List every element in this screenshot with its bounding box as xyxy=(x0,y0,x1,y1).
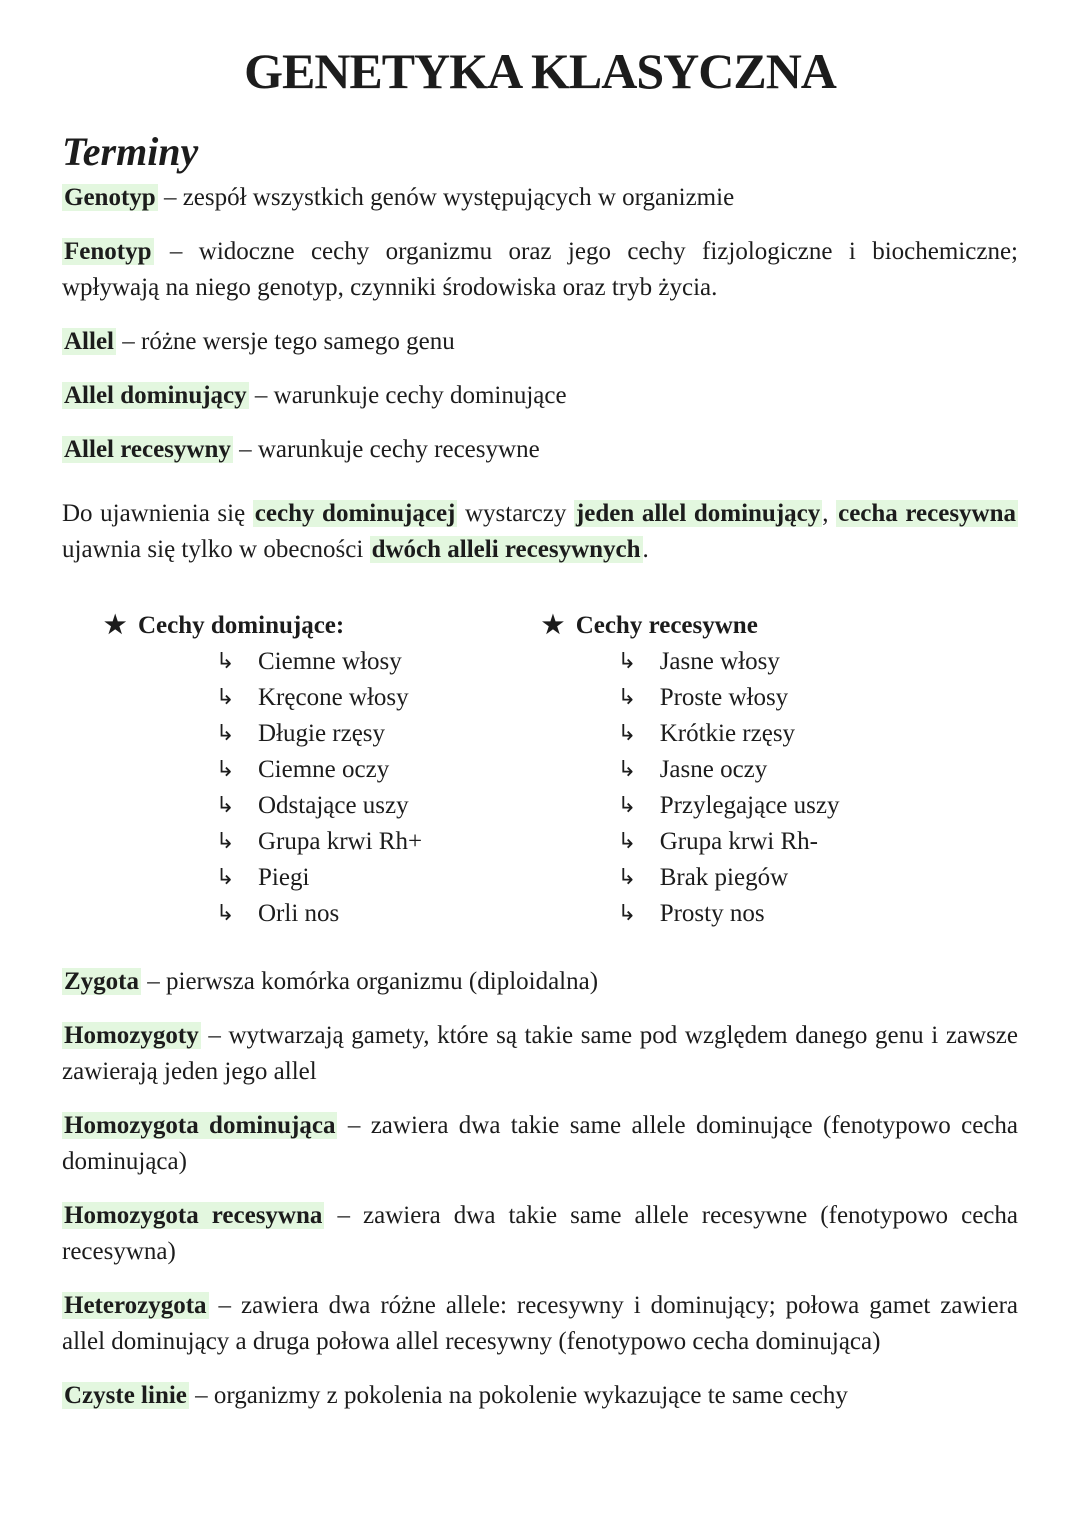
arrow-icon: ↳ xyxy=(216,865,235,890)
list-item xyxy=(216,788,542,824)
term-definition: – wytwarzają gamety, które są takie same pod względem danego genu i zawsze zawierają jeden jego allel xyxy=(62,1022,1018,1085)
star-icon: ★ xyxy=(104,612,127,639)
arrow-icon: ↳ xyxy=(216,721,235,746)
rule-text: Do ujawnienia się xyxy=(62,500,253,527)
rule-text: ujawnia się tylko w obecności xyxy=(62,536,370,563)
list-item xyxy=(618,716,1018,752)
trait-label: Grupa krwi Rh+ xyxy=(258,828,423,855)
rule-text: , xyxy=(822,500,837,527)
rule-highlight: dwóch alleli recesywnych xyxy=(371,536,641,563)
star-icon: ★ xyxy=(541,612,565,639)
list-item xyxy=(216,716,542,752)
term-homozygota-dominujaca xyxy=(62,1108,1018,1180)
trait-label: Proste włosy xyxy=(659,684,789,711)
list-item xyxy=(618,644,1018,680)
term-label: Allel recesywny xyxy=(64,436,231,463)
term-definition: – zawiera dwa różne allele: recesywny i dominujący; połowa gamet zawiera allel dominujący a druga połowa allel recesywny (fenotypowo cecha dominująca) xyxy=(62,1292,1018,1355)
dominance-rule xyxy=(62,496,1018,568)
arrow-icon: ↳ xyxy=(617,793,637,818)
list-item xyxy=(618,896,1018,932)
term-fenotyp xyxy=(62,234,1018,306)
trait-label: Ciemne oczy xyxy=(258,756,390,783)
trait-label: Brak piegów xyxy=(659,864,789,891)
term-heterozygota xyxy=(62,1288,1018,1360)
recessive-heading xyxy=(542,608,1018,644)
rule-highlight: cechy dominującej xyxy=(254,500,456,527)
term-homozygoty xyxy=(62,1018,1018,1090)
term-definition: – zespół wszystkich genów występujących w organizmie xyxy=(157,184,735,211)
term-allel xyxy=(62,324,1018,360)
traits-columns xyxy=(62,608,1018,932)
term-allel-recesywny xyxy=(62,432,1018,468)
trait-label: Kręcone włosy xyxy=(258,684,409,711)
trait-label: Przylegające uszy xyxy=(659,792,840,819)
rule-text: wystarczy xyxy=(457,500,574,527)
arrow-icon: ↳ xyxy=(617,721,637,746)
list-item xyxy=(216,680,542,716)
recessive-traits xyxy=(542,608,1018,932)
arrow-icon: ↳ xyxy=(216,649,235,674)
term-label: Czyste linie xyxy=(64,1382,187,1409)
term-definition: – pierwsza komórka organizmu (diploidalna) xyxy=(141,968,599,995)
term-definition: – widoczne cechy organizmu oraz jego cechy fizjologiczne i biochemiczne; wpływają na niego genotyp, czynniki środowiska oraz tryb życia. xyxy=(62,238,1018,301)
rule-highlight: cecha recesywna xyxy=(838,500,1017,527)
list-item xyxy=(618,680,1018,716)
term-label: Homozygota dominująca xyxy=(64,1112,336,1139)
trait-label: Jasne włosy xyxy=(659,648,780,675)
term-genotyp xyxy=(62,180,1018,216)
list-item xyxy=(216,860,542,896)
arrow-icon: ↳ xyxy=(216,829,235,854)
list-item xyxy=(618,860,1018,896)
trait-label: Grupa krwi Rh- xyxy=(659,828,818,855)
term-czyste-linie xyxy=(62,1378,1018,1414)
list-item xyxy=(618,824,1018,860)
term-label: Fenotyp xyxy=(64,238,152,265)
list-item xyxy=(216,644,542,680)
list-item xyxy=(618,788,1018,824)
list-item xyxy=(216,896,542,932)
dominant-heading-text: Cechy dominujące: xyxy=(138,612,345,639)
arrow-icon: ↳ xyxy=(617,829,637,854)
dominant-heading xyxy=(104,608,542,644)
term-homozygota-recesywna xyxy=(62,1198,1018,1270)
term-definition: – organizmy z pokolenia na pokolenie wykazujące te same cechy xyxy=(188,1382,848,1409)
term-label: Zygota xyxy=(64,968,139,995)
list-item xyxy=(216,824,542,860)
trait-label: Jasne oczy xyxy=(659,756,768,783)
term-label: Homozygoty xyxy=(64,1022,199,1049)
arrow-icon: ↳ xyxy=(617,865,637,890)
arrow-icon: ↳ xyxy=(216,901,235,926)
arrow-icon: ↳ xyxy=(617,685,637,710)
term-definition: – zawiera dwa takie same allele dominujące (fenotypowo cecha dominująca) xyxy=(62,1112,1018,1175)
term-label: Allel dominujący xyxy=(64,382,247,409)
term-zygota xyxy=(62,964,1018,1000)
arrow-icon: ↳ xyxy=(617,757,637,782)
rule-text: . xyxy=(642,536,649,563)
trait-label: Prosty nos xyxy=(659,900,765,927)
list-item xyxy=(216,752,542,788)
page-title: GENETYKA KLASYCZNA xyxy=(244,43,836,99)
term-definition: – różne wersje tego samego genu xyxy=(116,328,455,355)
dominant-list xyxy=(104,644,542,932)
arrow-icon: ↳ xyxy=(216,793,235,818)
section-subtitle: Terminy xyxy=(62,129,199,174)
rule-highlight: jeden allel dominujący xyxy=(575,500,821,527)
trait-label: Orli nos xyxy=(258,900,340,927)
trait-label: Długie rzęsy xyxy=(258,720,386,747)
arrow-icon: ↳ xyxy=(216,685,235,710)
term-definition: – zawiera dwa takie same allele recesywne (fenotypowo cecha recesywna) xyxy=(62,1202,1018,1265)
arrow-icon: ↳ xyxy=(216,757,235,782)
recessive-heading-text: Cechy recesywne xyxy=(575,612,758,639)
trait-label: Krótkie rzęsy xyxy=(659,720,796,747)
document-content xyxy=(62,180,1018,1432)
trait-label: Odstające uszy xyxy=(258,792,409,819)
term-label: Heterozygota xyxy=(64,1292,207,1319)
dominant-traits xyxy=(62,608,542,932)
arrow-icon: ↳ xyxy=(617,901,637,926)
term-label: Allel xyxy=(64,328,114,355)
recessive-list xyxy=(542,644,1018,932)
trait-label: Ciemne włosy xyxy=(258,648,402,675)
list-item xyxy=(618,752,1018,788)
term-definition: – warunkuje cechy dominujące xyxy=(248,382,567,409)
term-definition: – warunkuje cechy recesywne xyxy=(232,436,540,463)
term-label: Homozygota recesywna xyxy=(64,1202,323,1229)
term-allel-dominujacy xyxy=(62,378,1018,414)
arrow-icon: ↳ xyxy=(617,649,637,674)
term-label: Genotyp xyxy=(64,184,156,211)
trait-label: Piegi xyxy=(258,864,310,891)
